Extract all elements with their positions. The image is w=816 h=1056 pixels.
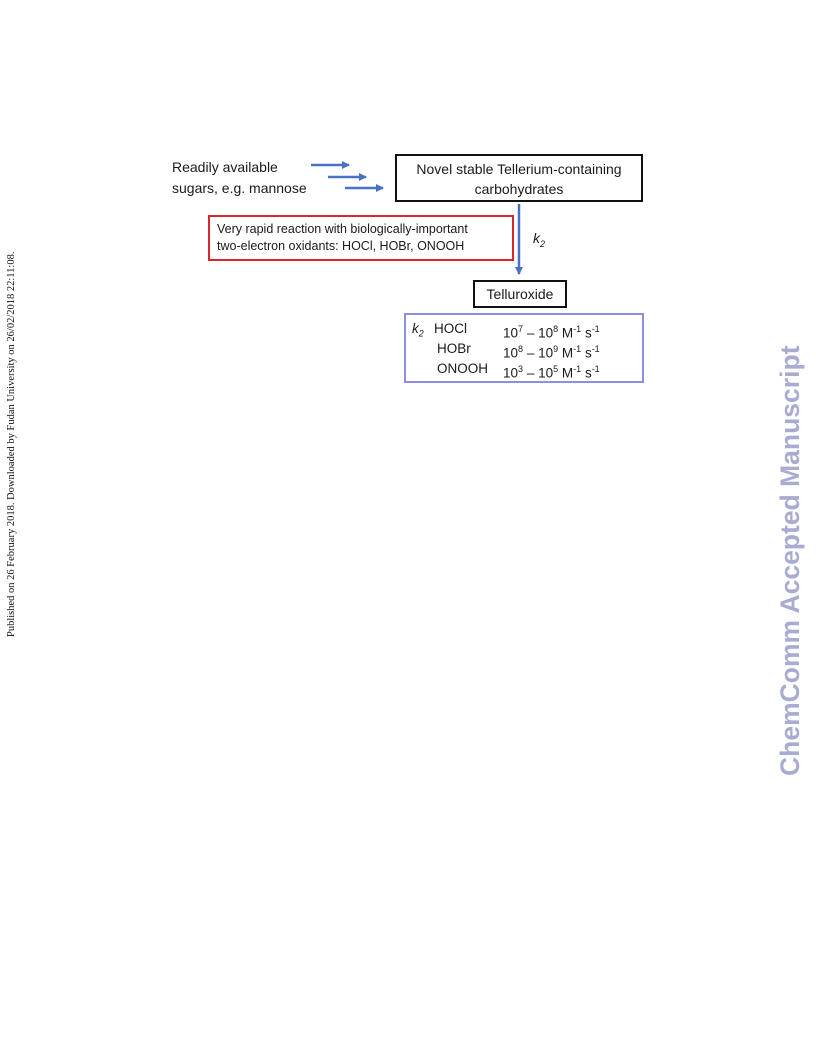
rate-row — [406, 360, 642, 381]
sugars-line-2: sugars, e.g. mannose — [172, 180, 307, 196]
novel-compound-box — [395, 154, 643, 202]
novel-line-2: carbohydrates — [474, 181, 564, 197]
publication-note: Published on 26 February 2018. Downloaded by Fudan University on 26/02/2018 22:11:08. — [6, 251, 17, 637]
rate-row — [406, 340, 642, 361]
rate-constant-label: $k_2$ — [533, 230, 546, 249]
starting-material-text — [172, 157, 332, 199]
rapid-line-1: Very rapid reaction with biologically-important — [217, 222, 468, 236]
product-box — [473, 280, 567, 308]
rate-value: $10^7 - 10^8$ $M^{-1}$ $s^{-1}$ — [503, 324, 600, 341]
reaction-note-box — [208, 215, 514, 261]
oxidant-name: HOBr — [437, 341, 471, 356]
sugars-line-1: Readily available — [172, 159, 278, 175]
rate-value: $10^8 - 10^9$ $M^{-1}$ $s^{-1}$ — [503, 344, 600, 361]
product-label: Telluroxide — [486, 286, 554, 302]
rapid-line-2: two-electron oxidants: HOCl, HOBr, ONOOH — [217, 239, 465, 253]
oxidant-name: HOCl — [434, 321, 467, 336]
rate-row — [406, 320, 642, 341]
journal-watermark: ChemComm Accepted Manuscript — [775, 345, 805, 776]
rate-value: $10^3 - 10^5$ $M^{-1}$ $s^{-1}$ — [503, 364, 600, 381]
novel-line-1: Novel stable Tellerium-containing — [416, 161, 622, 177]
rate-constants-table — [404, 313, 644, 383]
rate-k-symbol: $k_2$ — [412, 321, 424, 339]
oxidant-name: ONOOH — [437, 361, 489, 376]
